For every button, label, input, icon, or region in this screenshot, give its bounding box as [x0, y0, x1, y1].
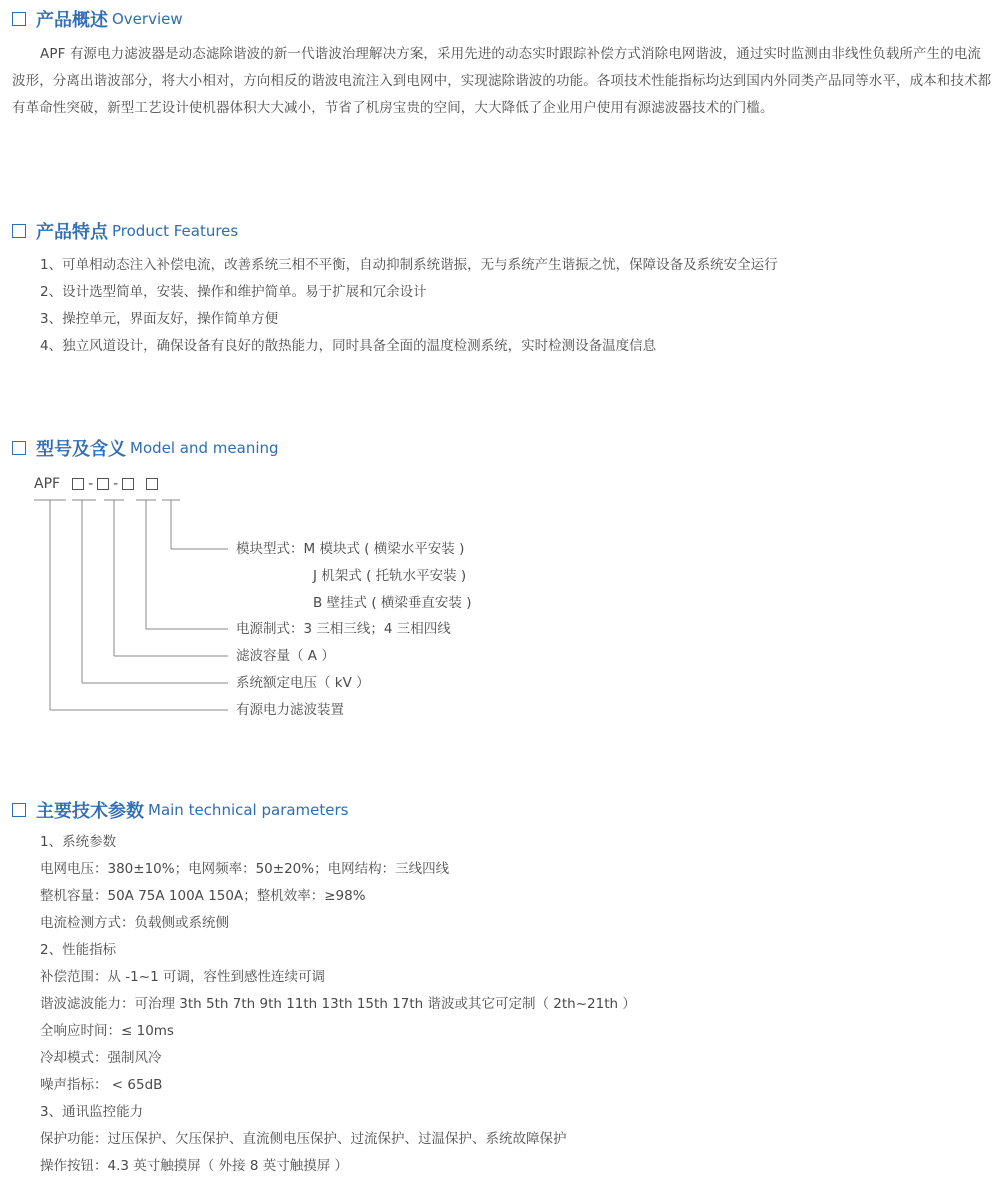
feature-item: 1、可单相动态注入补偿电流，改善系统三相不平衡，自动抑制系统谐振，无与系统产生谐振之忧，保障设备及系统安全运行 [40, 257, 778, 273]
model-separator: - [113, 476, 119, 492]
model-title-zh: 型号及含义 [36, 439, 126, 460]
module-type-option: B 壁挂式 ( 横梁垂直安装 ) [313, 595, 472, 611]
features-title-en: Product Features [112, 222, 239, 240]
feature-item: 3、操控单元，界面友好，操作简单方便 [40, 311, 279, 327]
param-line: 噪声指标： < 65dB [40, 1077, 163, 1093]
param-line: 1、系统参数 [40, 834, 117, 850]
feature-item: 4、独立风道设计，确保设备有良好的散热能力，同时具备全面的温度检测系统，实时检测设备温度信息 [40, 338, 657, 354]
square-icon [12, 803, 26, 817]
overview-title-zh: 产品概述 [36, 10, 108, 31]
module-type-label: 模块型式：M 模块式 ( 横梁水平安装 ) [236, 541, 465, 557]
param-line: 补偿范围：从 -1~1 可调，容性到感性连续可调 [40, 969, 325, 985]
params-title-zh: 主要技术参数 [36, 801, 144, 822]
features-title-zh: 产品特点 [36, 222, 108, 243]
overview-title-en: Overview [112, 10, 183, 28]
overview-text: APF 有源电力滤波器是动态滤除谐波的新一代谐波治理解决方案，采用先进的动态实时跟踪补偿方式消除电网谐波，通过实时监测由非线性负载所产生的电流波形，分离出谐波部分，将大小相对，方向相反的谐波电流注入到电网中，实现滤除谐波的功能。各项技术性能指标均达到国内外同类产品同等水平，成本和技术都有革命性突破，新型工艺设计使机器体积大大减小，节省了机房宝贵的空间，大大降低了企业用户使用有源滤波器技术的门槛。 [12, 46, 992, 116]
param-line: 操作按钮：4.3 英寸触摸屏（ 外接 8 英寸触摸屏 ） [40, 1158, 349, 1174]
capacity-label: 滤波容量（ A ） [236, 648, 335, 664]
param-line: 全响应时间：≤ 10ms [40, 1023, 174, 1039]
param-line: 电网电压：380±10%；电网频率：50±20%；电网结构：三线四线 [40, 861, 450, 877]
power-system-label: 电源制式：3 三相三线；4 三相四线 [236, 621, 451, 637]
param-line: 电流检测方式：负载侧或系统侧 [40, 915, 229, 931]
model-prefix: APF [34, 476, 61, 492]
param-line: 保护功能：过压保护、欠压保护、直流侧电压保护、过流保护、过温保护、系统故障保护 [40, 1131, 567, 1147]
device-label: 有源电力滤波装置 [236, 702, 344, 718]
param-line: 3、通讯监控能力 [40, 1104, 144, 1120]
param-line: 冷却模式：强制风冷 [40, 1050, 162, 1066]
model-title-en: Model and meaning [130, 439, 279, 457]
param-line: 整机容量：50A 75A 100A 150A；整机效率：≥98% [40, 888, 366, 904]
feature-item: 2、设计选型简单，安装、操作和维护简单。易于扩展和冗余设计 [40, 284, 427, 300]
params-heading [12, 797, 349, 823]
voltage-label: 系统额定电压（ kV ） [236, 675, 370, 691]
param-line: 2、性能指标 [40, 942, 117, 958]
params-title-en: Main technical parameters [148, 801, 349, 819]
param-line: 谐波滤波能力：可治理 3th 5th 7th 9th 11th 13th 15th 17th 谐波或其它可定制（ 2th~21th ） [40, 996, 636, 1012]
model-separator: - [88, 476, 94, 492]
module-type-option: J 机架式 ( 托轨水平安装 ) [313, 568, 467, 584]
